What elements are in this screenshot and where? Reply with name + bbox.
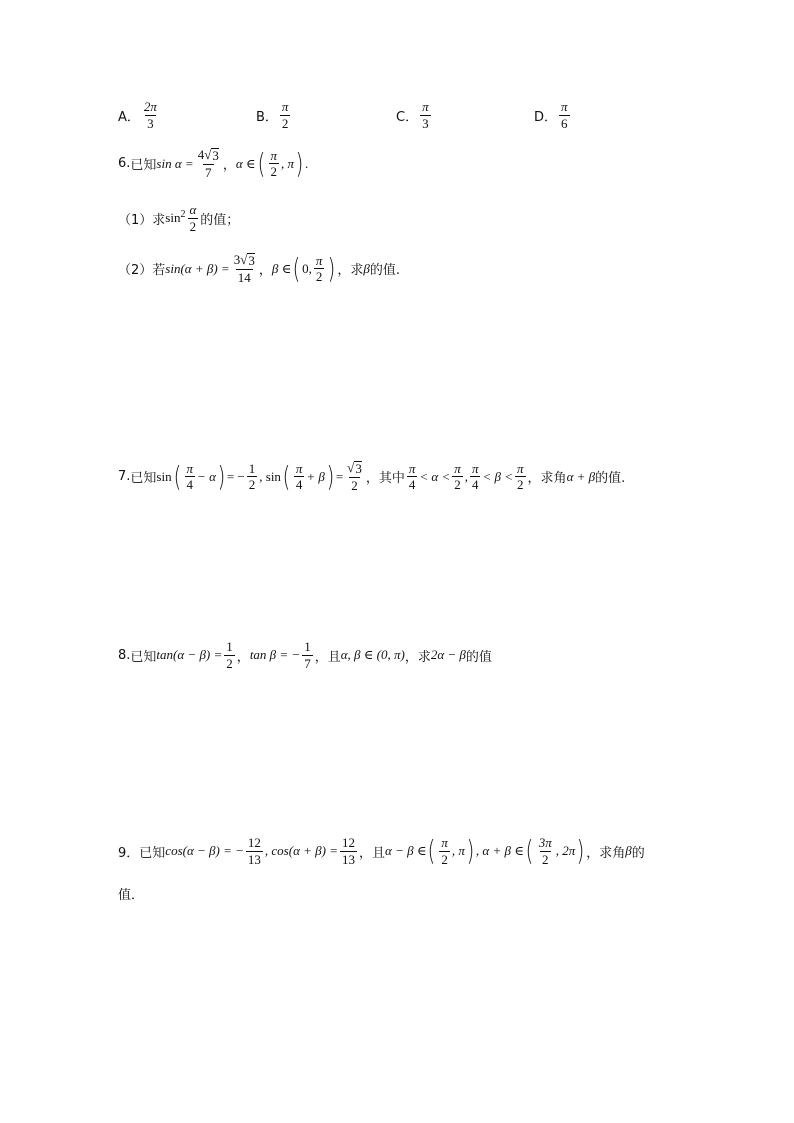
q6-part2: （2）若 sin(α + β) = 3√ 3 14 ， β ∈ ( 0, $\frac{\pi}{2}$ ) ，求 β 的值. xyxy=(118,251,401,285)
q6-part1-label: （1）求 xyxy=(118,212,166,228)
q6-number: 6. xyxy=(118,156,131,172)
option-b-fraction: $\frac{\pi}{2}$ xyxy=(281,99,289,131)
q6-sin-alpha: sin α = xyxy=(156,155,194,171)
option-c-fraction: $\frac{\pi}{3}$ xyxy=(422,99,429,131)
option-d-fraction: $\frac{\pi}{6}$ xyxy=(561,99,568,131)
q6-sqrt: √ 3 xyxy=(204,147,219,163)
q9-statement: 9． 已知 cos(α − β) = − $\frac{12}{13}$ , cos(α + β) = $\frac{12}{13}$ ，且 α − β ∈ ( $\frac{\pi}{2}$ , π ) , α + β ∈ ( $\frac{3\pi}{2}$ , 2π ) ，求角 β 的 xyxy=(118,834,645,868)
option-c-label: C． xyxy=(396,109,419,125)
q6-pi-half: $\frac{\pi}{2}$ xyxy=(270,147,278,180)
q6-value-fraction: 4√ 3 7 xyxy=(197,147,219,180)
q9-number: 9． xyxy=(118,845,140,861)
option-b xyxy=(256,100,292,130)
q6-intro: 已知 xyxy=(130,158,157,174)
q6-alpha-in: α ∈ xyxy=(235,155,256,171)
q6-part2-pi-half: $\frac{\pi}{2}$ xyxy=(315,252,323,285)
option-a-fraction: $\frac{2\pi}{3}$ xyxy=(143,99,157,131)
q7-number: 7. xyxy=(118,469,131,485)
option-d-label: D． xyxy=(534,109,558,125)
q6-alpha-half: $\frac{\alpha}{2}$ xyxy=(189,202,197,234)
q6-part1: （1）求 sin $^2$ $\frac{\alpha}{2}$ 的值； xyxy=(118,202,240,234)
option-a-label: A． xyxy=(118,109,140,125)
option-d xyxy=(534,100,572,130)
q8-number: 8. xyxy=(118,647,131,663)
q6-part2-label: （2）若 xyxy=(118,263,166,279)
q7-statement: 7. 已知 sin ( $\frac{\pi}{4}$ − α ) = − $\frac{1}{2}$ , sin ( $\frac{\pi}{4}$ + β ) = √ 3 2 ，其中 $\frac{\pi}{4}$ < α < $\frac{\pi}{2}$ , $\frac{\pi}{4}$ < β < $\frac{\pi}{2}$ ，求角 α + β 的值. xyxy=(118,459,626,493)
q8-statement: 8. 已知 tan(α − β) = $\frac{1}{2}$ ， tan β = − $\frac{1}{7}$ ，且 α, β ∈ (0, π) ，求 2α − β 的值 xyxy=(118,639,492,671)
q6-statement: 6. 已知 sin α = 4√ 3 7 ， α ∈ ( $\frac{\pi}{2}$ , π ) . xyxy=(118,146,309,180)
option-b-label: B． xyxy=(256,109,278,125)
option-c xyxy=(396,100,433,130)
q6-part2-fraction: 3√ 3 14 xyxy=(233,252,255,285)
q9-statement-cont: 值． xyxy=(118,888,145,903)
option-a xyxy=(118,100,161,130)
